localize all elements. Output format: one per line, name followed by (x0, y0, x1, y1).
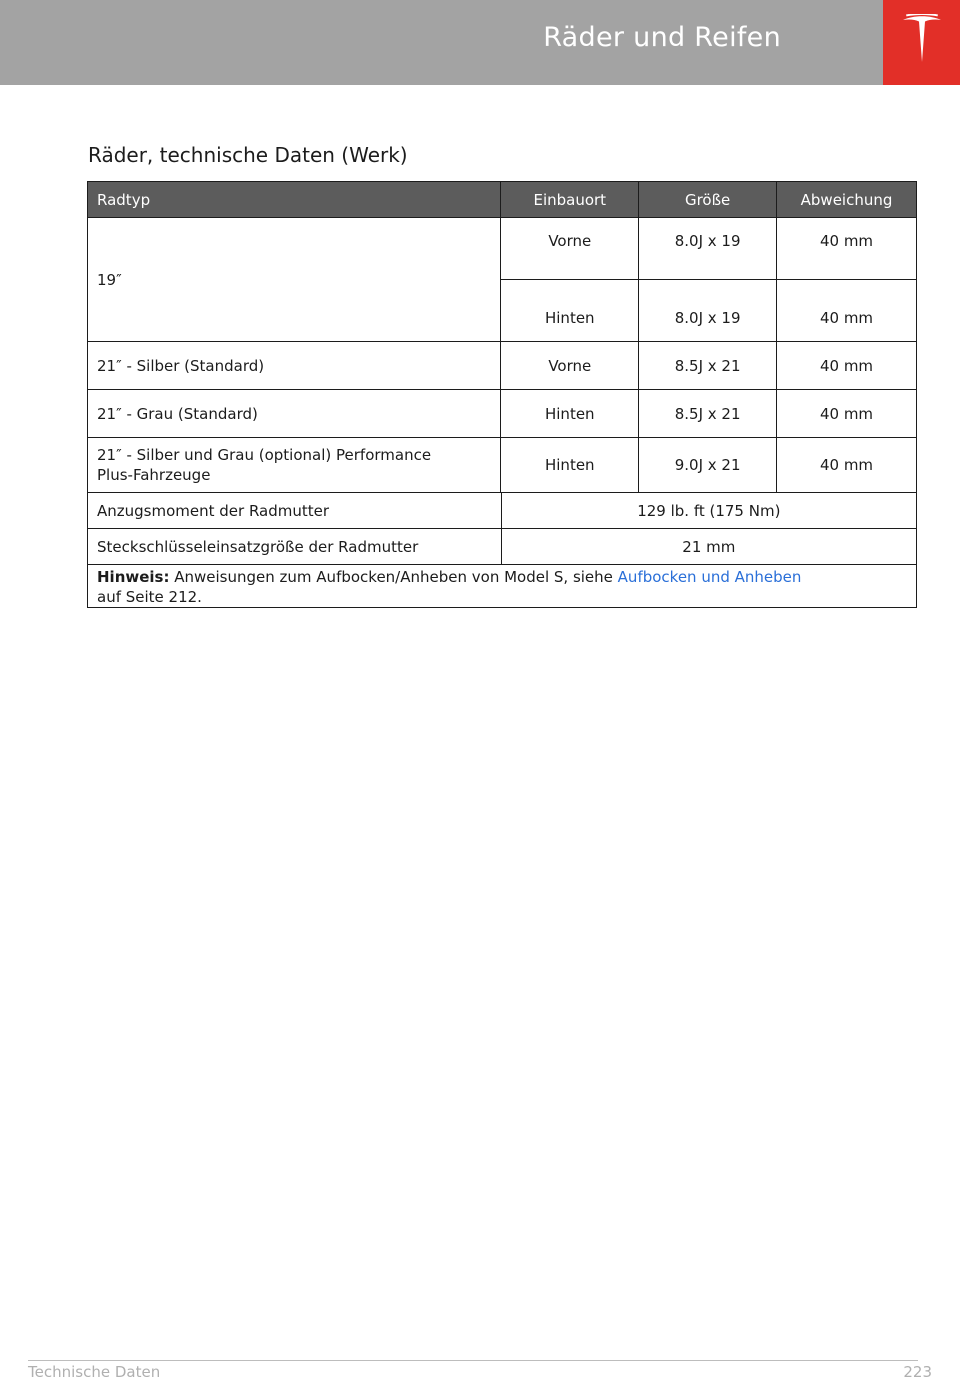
wheel-type-cell (88, 438, 501, 493)
note-label: Hinweis: (97, 568, 170, 586)
position-cell: Vorne (501, 342, 639, 390)
note-row (88, 565, 917, 608)
size-cell: 8.5J x 21 (639, 342, 777, 390)
section-title: Räder, technische Daten (Werk) (88, 143, 408, 167)
wheel-type-cell: 19″ (88, 218, 501, 342)
offset-cell: 40 mm (777, 438, 917, 493)
wheel-spec-table (87, 181, 917, 493)
page-number: 223 (903, 1363, 932, 1381)
note-cell (88, 565, 917, 608)
size-cell: 9.0J x 21 (639, 438, 777, 493)
lug-nut-table (87, 492, 917, 608)
offset-cell: 40 mm (777, 390, 917, 438)
table-row (88, 529, 917, 565)
column-header-abweichung: Abweichung (777, 182, 917, 218)
size-cell: 8.0J x 19 (639, 280, 777, 342)
jacking-link[interactable]: Aufbocken und Anheben (617, 568, 802, 586)
wheel-type-cell: 21″ - Grau (Standard) (88, 390, 501, 438)
wheel-type-line-2: Plus-Fahrzeuge (97, 466, 211, 484)
logo-box (883, 0, 960, 85)
table-row (88, 218, 917, 280)
torque-value: 129 lb. ft (175 Nm) (501, 493, 916, 529)
torque-label: Anzugsmoment der Radmutter (88, 493, 502, 529)
footer-section: Technische Daten (28, 1363, 161, 1381)
wheel-type-line-1: 21″ - Silber und Grau (optional) Performance (97, 446, 432, 464)
offset-cell: 40 mm (777, 218, 917, 280)
wheel-type-cell: 21″ - Silber (Standard) (88, 342, 501, 390)
column-header-radtyp: Radtyp (88, 182, 501, 218)
table-row (88, 342, 917, 390)
note-text-after: auf Seite 212. (97, 588, 202, 606)
chapter-title: Räder und Reifen (543, 22, 781, 53)
position-cell: Vorne (501, 218, 639, 280)
size-cell: 8.5J x 21 (639, 390, 777, 438)
header-bar (0, 0, 883, 85)
table-row (88, 390, 917, 438)
table-row (88, 438, 917, 493)
table-row (88, 493, 917, 529)
column-header-groesse: Größe (639, 182, 777, 218)
offset-cell: 40 mm (777, 342, 917, 390)
tesla-logo-icon (901, 14, 943, 64)
column-header-einbauort: Einbauort (501, 182, 639, 218)
size-cell: 8.0J x 19 (639, 218, 777, 280)
socket-size-value: 21 mm (501, 529, 916, 565)
note-text: Anweisungen zum Aufbocken/Anheben von Model S, siehe (169, 568, 618, 586)
socket-size-label: Steckschlüsseleinsatzgröße der Radmutter (88, 529, 502, 565)
offset-cell: 40 mm (777, 280, 917, 342)
position-cell: Hinten (501, 438, 639, 493)
table-header-row (88, 182, 917, 218)
footer-divider (28, 1360, 918, 1361)
position-cell: Hinten (501, 390, 639, 438)
position-cell: Hinten (501, 280, 639, 342)
